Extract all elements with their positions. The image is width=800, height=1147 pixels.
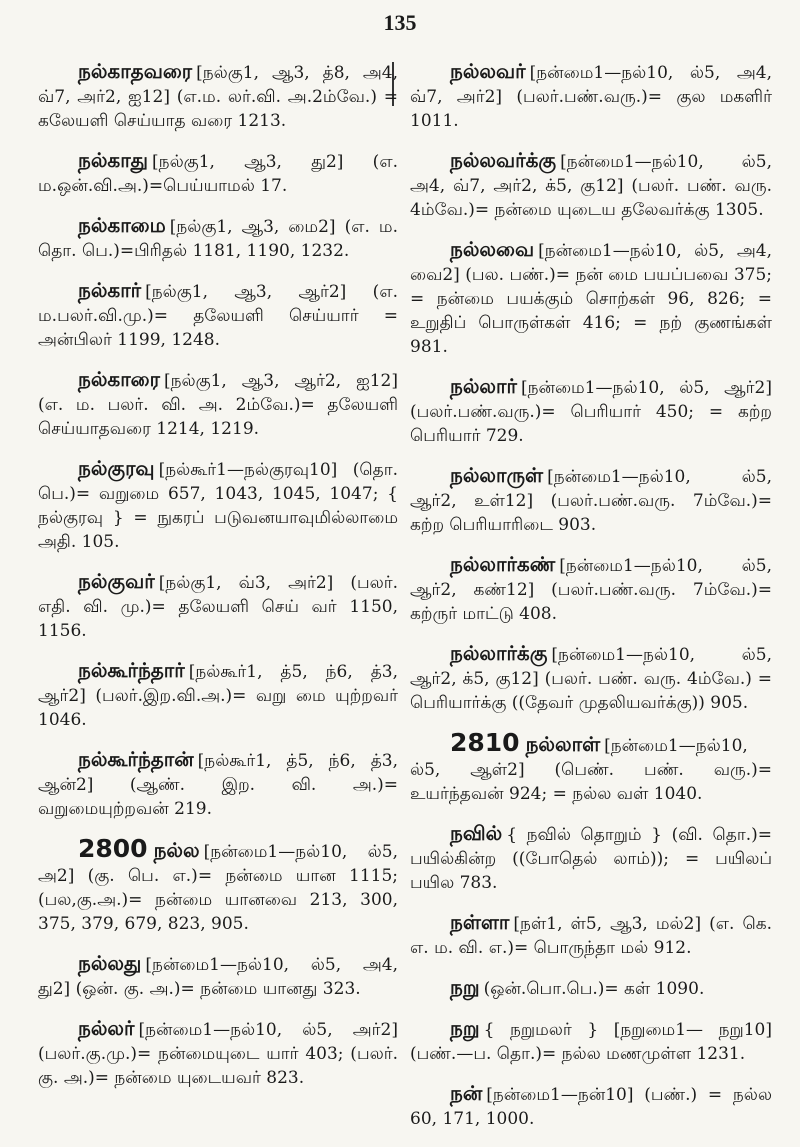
definition: [நன்மை1—நல்10, ல்5, ஆர்2] (பலர்.பண்.வரு.)= பெரியார் 450; = கற்ற பெரியார் 729. — [410, 378, 772, 446]
dictionary-entry — [410, 728, 772, 806]
definition: [நல்கு1, ஆ3, மை2] (எ. ம. தொ. பெ.)=பிரிதல் 1181, 1190, 1232. — [38, 217, 398, 261]
dictionary-entry — [410, 60, 772, 133]
definition: [நல்கு1, ஆ3, ஆர்2] (எ. ம.பலர்.வி.மு.)= தலேயளி செய்யார் = அன்பிலர் 1199, 1248. — [38, 282, 398, 350]
definition: [நன்மை1—நல்10, ல்5, அ4, து2] (ஒன். கு. அ.)= நன்மை யானது 323. — [38, 955, 398, 999]
dictionary-entry — [38, 1017, 398, 1090]
dictionary-entry — [410, 553, 772, 626]
definition: (ஒன்.பொ.பெ.)= கள் 1090. — [483, 979, 705, 999]
headword: நல்லாருள் — [450, 463, 544, 487]
dictionary-entry — [410, 1017, 772, 1066]
definition: [நல்கு1, ஆ3, ஆர்2, ஐ12] (எ. ம. பலர். வி. அ. 2ம்வே.)= தலேயளி செய்யாதவரை 1214, 1219. — [38, 371, 398, 439]
definition: [நன்மை1—நல்10, ல்5, ஆள்2] (பெண். பண். வரு.)= உயர்ந்தவன் 924; = நல்ல வள் 1040. — [410, 736, 772, 804]
definition: [நன்மை1—நல்10, ல்5, ஆர்2, கண்12] (பலர்.பண்.வரு. 7ம்வே.)= கற்ருர் மாட்டு 408. — [410, 556, 772, 624]
headword: நவில் — [450, 821, 503, 845]
headword: நறு — [450, 1016, 480, 1040]
dictionary-entry — [410, 238, 772, 359]
definition: [நல்கூர்1, த்5, ந்6, த்3, ஆன்2] (ஆண். இற. வி. அ.)= வறுமையுற்றவன் 219. — [38, 751, 398, 819]
right-column — [410, 60, 772, 1147]
entry-number: 2800 — [78, 834, 148, 863]
definition: [நன்மை1—நல்10, ல்5, ஆர்2, க்5, கு12] (பலர். பண். வரு. 4ம்வே.) = பெரியார்க்கு ((தேவர் முதலியவர்க்கு)) 905. — [410, 645, 772, 713]
headword: நல்லவர்க்கு — [450, 148, 557, 172]
dictionary-entry — [38, 149, 398, 198]
headword: நல்கூர்ந்தார் — [78, 658, 185, 682]
headword: நல்குவர் — [78, 569, 155, 593]
headword: நல்காது — [78, 148, 149, 172]
entry-number: 2810 — [450, 728, 520, 757]
definition: [நல்கு1, வ்3, அர்2] (பலர். எதி. வி. மு.)= தலேயளி செய் வர் 1150, 1156. — [38, 573, 398, 641]
definition: [நல்கு1, ஆ3, து2] (எ. ம.ஒன்.வி.அ.)=பெய்யாமல் 17. — [38, 152, 398, 196]
dictionary-entry — [38, 748, 398, 821]
definition: [நன்மை1—நல்10, ல்5, ஆர்2, உள்12] (பலர்.பண்.வரு. 7ம்வே.)= கற்ற பெரியாரிடை 903. — [410, 467, 772, 535]
definition: [நல்கு1, ஆ3, த்8, அ4, வ்7, அர்2, ஐ12] (எ.ம. லர்.வி. அ.2ம்வே.) = கலேயளி செய்யாத வரை 1213. — [38, 63, 398, 131]
headword: நல்காரை — [78, 367, 160, 391]
definition: [நன்மை1—நல்10, ல்5, அ4, வை2] (பல. பண்.)= நன் மை பயப்பவை 375; = நன்மை பயக்கும் சொற்கள் 96, 826; = உறுதிப் பொருள்கள் 416; = நற் குணங்கள் 981. — [410, 241, 772, 357]
headword: நல்காமை — [78, 213, 166, 237]
headword: நல்லவை — [450, 237, 535, 261]
definition: [நன்மை1—நன்10] (பண்.) = நல்ல 60, 171, 1000. — [410, 1085, 772, 1129]
definition: [நல்கூர்1, த்5, ந்6, த்3, ஆர்2] (பலர்.இற.வி.அ.)= வறு மை யுற்றவர் 1046. — [38, 662, 398, 730]
headword: நல்லது — [78, 951, 142, 975]
dictionary-entry — [38, 834, 398, 936]
definition: [நன்மை1—நல்10, ல்5, அ4, வ்7, அர்2, க்5, கு12] (பலர். பண். வரு. 4ம்வே.)= நன்மை யுடைய தலேவர்க்கு 1305. — [410, 152, 772, 220]
headword: நல்குரவு — [78, 456, 155, 480]
headword: நல்லர் — [78, 1016, 135, 1040]
dictionary-entry — [38, 457, 398, 554]
headword: நறு — [450, 975, 480, 999]
dictionary-entry — [38, 570, 398, 643]
definition: [நள்1, ள்5, ஆ3, மல்2] (எ. கெ. எ. ம. வி. எ.)= பொருந்தா மல் 912. — [410, 914, 772, 958]
headword: நன் — [450, 1081, 483, 1105]
dictionary-entry — [410, 911, 772, 960]
dictionary-entry — [38, 60, 398, 133]
definition: { நறுமலர் } [நறுமை1— நறு10] (பண்.—ப. தொ.)= நல்ல மணமுள்ள 1231. — [410, 1020, 772, 1064]
dictionary-entry — [38, 952, 398, 1001]
dictionary-entry — [38, 659, 398, 732]
dictionary-entry — [410, 464, 772, 537]
dictionary-entry — [38, 214, 398, 263]
headword: நல்லாள் — [525, 732, 601, 756]
dictionary-entry — [410, 375, 772, 448]
headword: நல்ல — [153, 838, 200, 862]
page-number: 135 — [383, 10, 417, 35]
left-column — [38, 60, 398, 1106]
dictionary-entry — [410, 976, 772, 1001]
dictionary-entry — [410, 1082, 772, 1131]
headword: நல்லார்கண் — [450, 552, 556, 576]
headword: நல்லார் — [450, 374, 517, 398]
headword: நல்கூர்ந்தான் — [78, 747, 194, 771]
definition: [நன்மை1—நல்10, ல்5, அ4, வ்7, அர்2] (பலர்.பண்.வரு.)= குல மகளிர் 1011. — [410, 63, 772, 131]
headword: நல்லவர் — [450, 59, 526, 83]
dictionary-entry — [38, 279, 398, 352]
definition: [நன்மை1—நல்10, ல்5, அ2] (கு. பெ. எ.)= நன்மை யான 1115; (பல,கு.அ.)= நன்மை யானவை 213, 300, 375, 379, 679, 823, 905. — [38, 842, 398, 934]
dictionary-entry — [410, 822, 772, 895]
dictionary-entry — [410, 149, 772, 222]
definition: { நவில் தொறும் } (வி. தொ.)= பயில்கின்ற ((போதெல் லாம்)); = பயிலப் பயில 783. — [410, 825, 772, 893]
headword: நல்லார்க்கு — [450, 641, 548, 665]
definition: [நன்மை1—நல்10, ல்5, அர்2] (பலர்.கு.மு.)= நன்மையுடை யார் 403; (பலர். கு. அ.)= நன்மை யுடையவர் 823. — [38, 1020, 398, 1088]
headword: நள்ளா — [450, 910, 510, 934]
headword: நல்கார் — [78, 278, 142, 302]
dictionary-entry — [410, 642, 772, 715]
headword: நல்காதவரை — [78, 59, 193, 83]
definition: [நல்கூர்1—நல்குரவு10] (தொ. பெ.)= வறுமை 657, 1043, 1045, 1047; { நல்குரவு } = நுகரப் படுவனயாவுமில்லாமை அதி. 105. — [38, 460, 398, 552]
dictionary-entry — [38, 368, 398, 441]
